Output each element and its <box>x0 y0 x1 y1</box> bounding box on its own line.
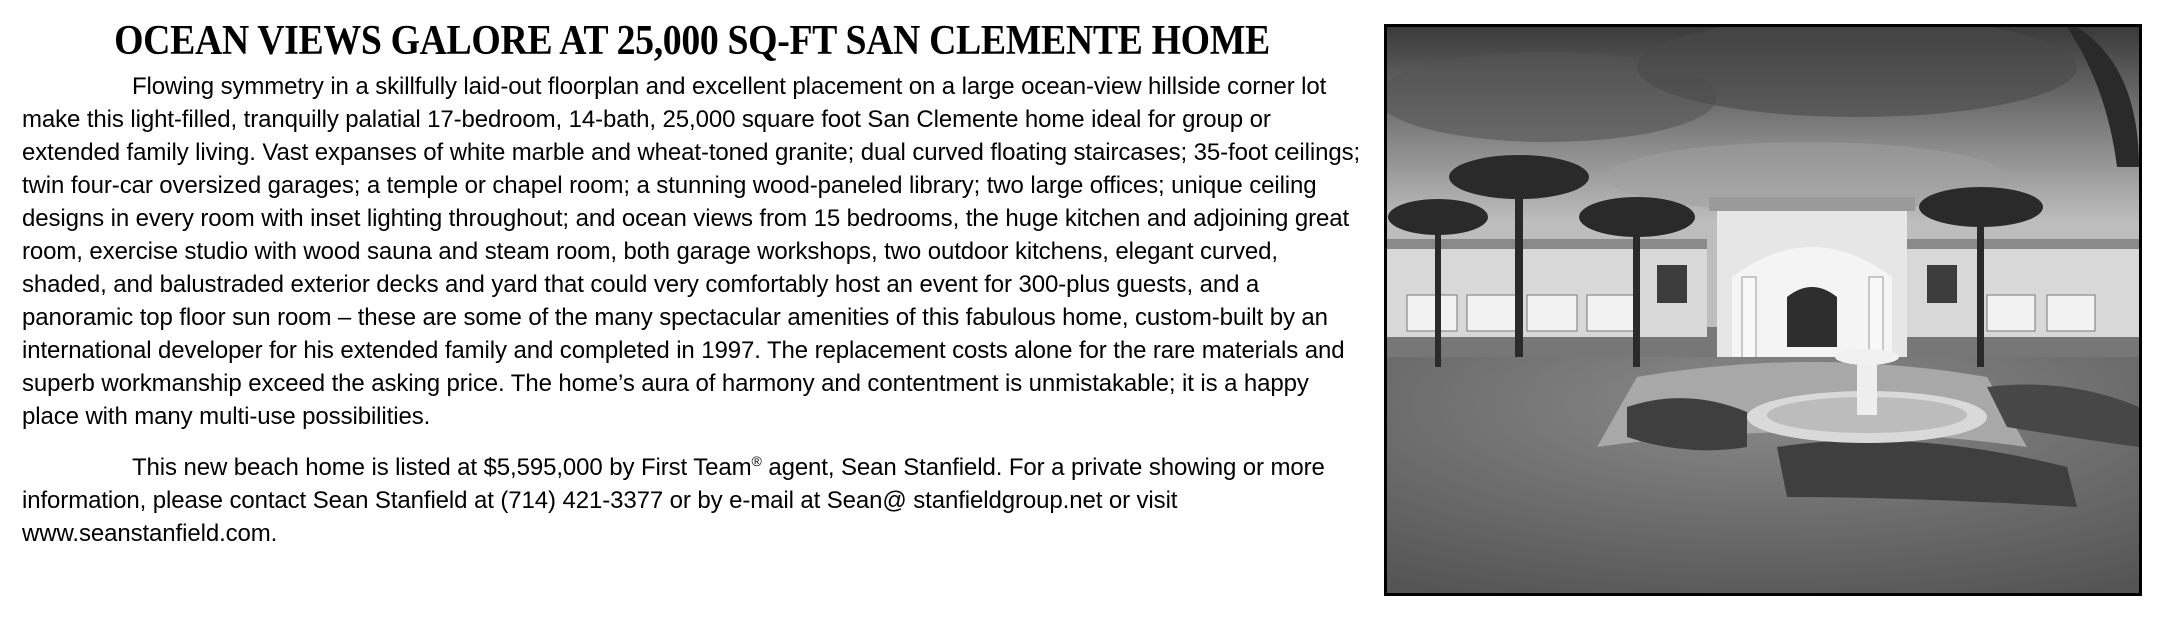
right-wing-roof <box>1907 239 2139 249</box>
paragraph-2-part-2: agent, Sean Stanfield. For a private showing or more information, please contact Sean Stanfield at (714) 421-3377 or by e-mail at Sean@ stanfieldgroup.net or visit www.seanstanfield.com. <box>22 454 1325 547</box>
article <box>22 12 1362 550</box>
fountain-top <box>1835 349 1899 365</box>
paragraph-2-part-1: This new beach home is listed at $5,595,000 by First Team <box>132 454 752 481</box>
article-paragraph-1: Flowing symmetry in a skillfully laid-out floorplan and excellent placement on a large ocean-view hillside corner lot make this light-filled, tranquilly palatial 17-bedroom, 14-bath, 25,000 square foot San Clemente home ideal for group or extended family living. Vast expanses of white marble and wheat-toned granite; dual curved floating staircases; 35-foot ceilings; twin four-car oversized garages; a temple or chapel room; a stunning wood-paneled library; two large offices; unique ceiling designs in every room with inset lighting throughout; and ocean views from 15 bedrooms, the huge kitchen and adjoining great room, exercise studio with wood sauna and steam room, both garage workshops, two outdoor kitchens, elegant curved, shaded, and balustraded exterior decks and yard that could very comfortably host an event for 300-plus guests, and a panoramic top floor sun room – these are some of the many spectacular amenities of this fabulous home, custom-built by an international developer for his extended family and completed in 1997. The replacement costs alone for the rare materials and superb workmanship exceed the asking price. The home’s aura of harmony and contentment is unmistakable; it is a happy place with many multi-use possibilities. <box>22 73 1361 430</box>
article-paragraph-2 <box>22 451 1362 550</box>
fountain-pillar <box>1857 357 1877 415</box>
registered-mark: ® <box>751 453 762 469</box>
house-photo-illustration <box>1387 27 2139 593</box>
house-photo <box>1384 24 2142 596</box>
entrance-roof <box>1709 197 1915 211</box>
front-door <box>1787 287 1837 347</box>
headline: OCEAN VIEWS GALORE AT 25,000 SQ-FT SAN CLEMENTE HOME <box>114 18 1270 64</box>
